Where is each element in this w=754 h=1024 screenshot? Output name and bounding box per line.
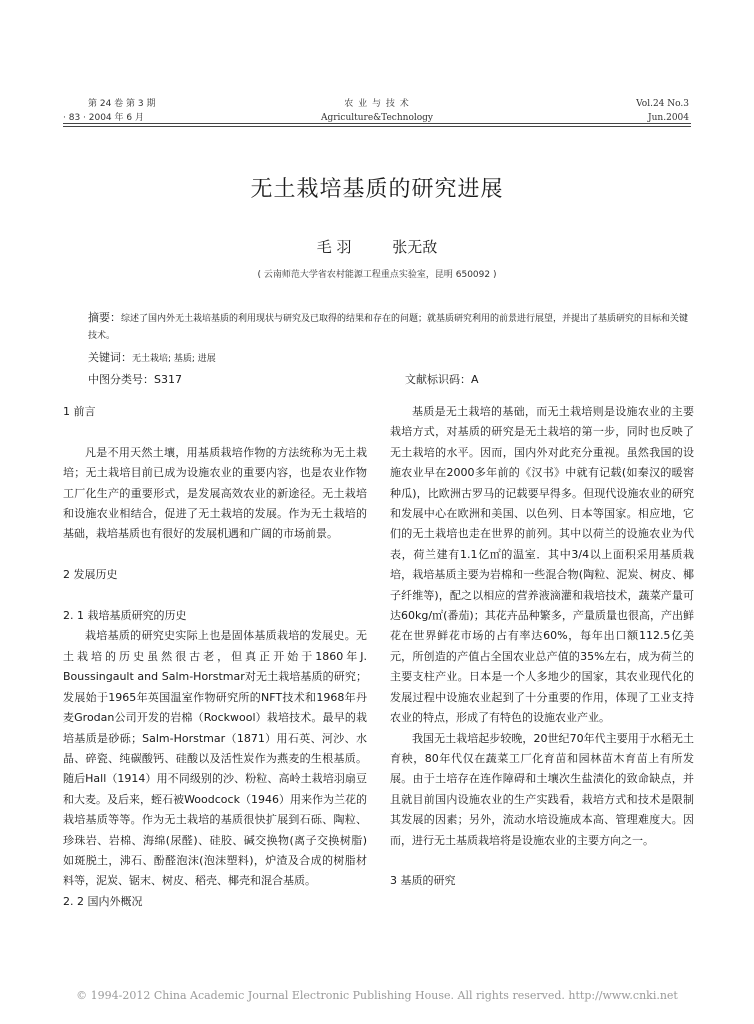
author-name: 张无敌 [392,238,438,256]
copyright-footer: © 1994-2012 China Academic Journal Electronic Publishing House. All rights reserved. http://www.cnki.net [76,989,678,1002]
paragraph: 基质是无土栽培的基础，而无土栽培则是设施农业的主要栽培方式，对基质的研究是无土栽培的第一步，同时也反映了无土栽培的水平。因而，国内外对此充分重视。虽然我国的设施农业早在2000多年前的《汉书》中就有记载(如秦汉的暖窖种瓜)，比欧洲古罗马的记载要早得多。但现代设施农业的研究和发展中心在欧洲和美国、以色列、日本等国家。相应地，它们的无土栽培也走在世界的前列。其中以荷兰的设施农业为代表，荷兰建有1.1亿㎡的温室．其中3/4以上面积采用基质栽培，栽培基质主要为岩棉和一些混合物(陶粒、泥炭、树皮、椰子纤维等)，配之以相应的营养液滴灌和栽培技术，蔬菜产量可达60kg/㎡(番茄)；其花卉品种繁多，产量质量也很高，产出鲜花在世界鲜花市场的占有率达60%，每年出口额112.5亿美元，所创造的产值占全国农业总产值的35%左右，成为荷兰的主要支柱产业。日本是一个人多地少的国家，其农业现代化的发展过程中设施农业起到了十分重要的作用，体现了工业支持农业的特点，形成了有特色的设施农业产业。 [390,405,694,725]
left-column [63,402,367,912]
affiliation: ( 云南师范大学省农村能源工程重点实验室，昆明 650092 ) [257,270,497,280]
keywords-text: 无土栽培; 基质; 进展 [132,354,216,364]
paragraph: 凡是不用天然土壤，用基质栽培作物的方法统称为无土栽培；无土栽培目前已成为设施农业的重要内容，也是农业作物工厂化生产的重要形式，是发展高效农业的新途径。无土栽培和设施农业相结合，促进了无土栽培的发展。作为无土栽培的基础，栽培基质也有很好的发展机遇和广阔的市场前景。 [63,445,367,541]
header-volume: 第 24 卷 第 3 期 [88,99,156,109]
header-vol-no: Vol.24 No.3 [636,99,689,109]
right-column [390,402,694,892]
blank-line [63,586,367,606]
blank-line [63,545,367,565]
abstract-label: 摘要： [88,311,121,324]
header-month: Jun.2004 [648,113,689,123]
author-list [0,236,754,257]
paragraph: 我国无土栽培起步较晚，20世纪70年代主要用于水稻无土育秧，80年代仅在蔬菜工厂化育苗和园林苗木育苗上有所发展。由于土培存在连作障碍和土壤次生盐渍化的致命缺点，并且就目前国内设施农业的生产实践看，栽培方式和技术是限制其发展的因素；另外，流动水培设施成本高、管理难度大。因而，进行无土基质栽培将是设施农业的主要方向之一。 [390,731,694,847]
paragraph: 栽培基质的研究史实际上也是固体基质栽培的发展史。无土栽培的历史虽然很古老，但真正开始于1860年J. Boussingault and Salm-Horstmar对无土栽培基质的研究；发展始于1965年英国温室作物研究所的NFT技术和1968年丹麦Grodan公司开发的岩棉（Rockwool）栽培技术。最早的栽培基质是砂砾；Salm-Horstmar（1871）用石英、河沙、水晶、碎瓷、纯碳酸钙、硅酸以及活性炭作为燕麦的生根基质。随后Hall（1914）用不同级别的沙、粉粒、高岭土栽培羽扇豆和大麦。及后来，蛭石被Woodcock（1946）用来作为兰花的栽培基质等等。作为无土栽培的基质很快扩展到石砾、陶粒、珍珠岩、岩棉、海绵(尿醛)、硅胶、碱交换物(离子交换树脂) 如斑脱土，沸石、酚醛泡沫(泡沫塑料)，炉渣及合成的树脂材料等，泥炭、锯末、树皮、稻壳、椰壳和混合基质。 [63,629,367,888]
header-journal-cn: 农 业 与 技 术 [344,99,410,109]
abstract-text: 综述了国内外无土栽培基质的利用现状与研究及已取得的结果和存在的问题；就基质研究利用的前景进行展望，并提出了基质研究的目标和关键技术。 [88,314,689,341]
section-heading: 2. 2 国内外概况 [63,894,143,908]
blank-line [63,422,367,442]
header-rule-bottom [63,126,691,127]
header-journal-en: Agriculture&Technology [320,113,434,123]
header-rule-top [63,123,691,124]
header-date: · 83 · 2004 年 6 月 [63,113,144,123]
document-code: 文献标识码：A [405,373,479,386]
article-title: 无土栽培基质的研究进展 [250,177,504,202]
section-heading: 2. 1 栽培基质研究的历史 [63,609,187,623]
section-heading: 2 发展历史 [63,568,118,582]
blank-line [390,851,694,871]
abstract [88,309,688,345]
section-heading: 3 基质的研究 [390,874,456,888]
author-name: 毛 羽 [316,238,352,256]
classification-number: 中图分类号：S317 [88,373,182,386]
keywords [88,349,216,365]
section-heading: 1 前言 [63,405,96,418]
keywords-label: 关键词： [88,351,132,364]
